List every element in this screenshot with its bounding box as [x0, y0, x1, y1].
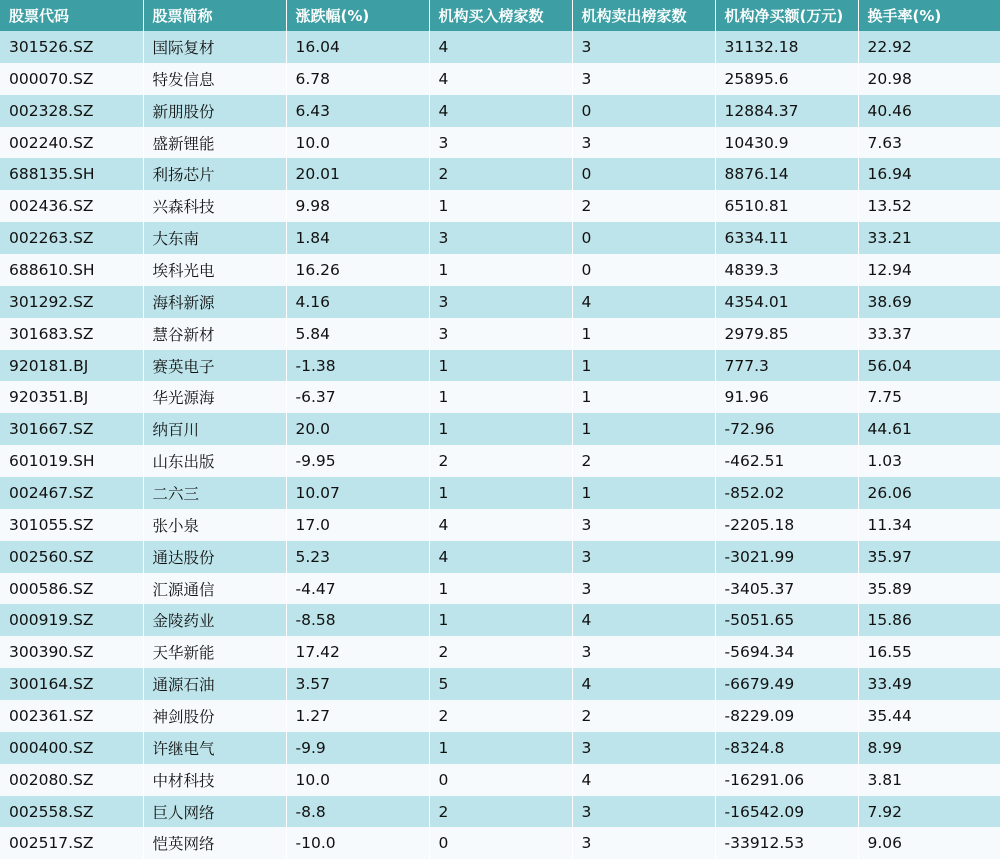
cell-turnover-rate: 22.92 — [867, 37, 912, 56]
cell-inst-buy-count: 2 — [429, 158, 572, 190]
cell-change-pct: 20.0 — [286, 413, 429, 445]
table-row — [0, 95, 1000, 127]
cell-inst-sell-count: 1 — [572, 413, 715, 445]
cell-stock-name: 华光源海 — [143, 381, 286, 413]
cell-inst-net-buy: 8876.14 — [715, 158, 858, 190]
cell-change-pct: 5.84 — [286, 318, 429, 350]
cell-inst-sell-count: 2 — [572, 700, 715, 732]
cell-inst-buy-count: 4 — [429, 63, 572, 95]
cell-inst-net-buy: -852.02 — [715, 477, 858, 509]
cell-inst-buy-count: 3 — [429, 318, 572, 350]
cell-turnover-rate: 33.49 — [867, 675, 912, 694]
cell-stock-name: 国际复材 — [143, 31, 286, 63]
header-change-pct: 涨跌幅(%) — [286, 0, 429, 31]
cell-stock-name: 恺英网络 — [143, 827, 286, 859]
cell-inst-sell-count: 3 — [572, 827, 715, 859]
table-row — [0, 732, 1000, 764]
table-row — [0, 509, 1000, 541]
cell-change-pct: 6.78 — [286, 63, 429, 95]
cell-change-pct: 17.42 — [286, 636, 429, 668]
cell-stock-name: 特发信息 — [143, 63, 286, 95]
header-stock-name: 股票简称 — [143, 0, 286, 31]
cell-stock-code: 301292.SZ — [0, 286, 143, 318]
cell-turnover-rate: 16.55 — [867, 643, 912, 662]
cell-turnover-rate: 20.98 — [867, 69, 912, 88]
cell-inst-net-buy: 777.3 — [715, 350, 858, 382]
table-row — [0, 318, 1000, 350]
table-row — [0, 477, 1000, 509]
cell-inst-net-buy: -2205.18 — [715, 509, 858, 541]
cell-inst-net-buy: 2979.85 — [715, 318, 858, 350]
header-inst-buy-count: 机构买入榜家数 — [429, 0, 572, 31]
cell-inst-net-buy: 4839.3 — [715, 254, 858, 286]
cell-stock-code: 002263.SZ — [0, 222, 143, 254]
cell-inst-buy-count: 1 — [429, 477, 572, 509]
cell-change-pct: 4.16 — [286, 286, 429, 318]
cell-turnover-rate: 44.61 — [867, 420, 912, 439]
cell-stock-name: 利扬芯片 — [143, 158, 286, 190]
cell-stock-name: 巨人网络 — [143, 796, 286, 828]
table-row — [0, 764, 1000, 796]
cell-change-pct: -9.95 — [286, 445, 429, 477]
cell-stock-code: 002080.SZ — [0, 764, 143, 796]
cell-inst-sell-count: 2 — [572, 445, 715, 477]
cell-inst-net-buy: 91.96 — [715, 381, 858, 413]
cell-turnover-rate: 56.04 — [867, 356, 912, 375]
cell-change-pct: -8.58 — [286, 604, 429, 636]
cell-turnover-rate: 13.52 — [867, 197, 912, 216]
cell-change-pct: 9.98 — [286, 190, 429, 222]
cell-inst-net-buy: -72.96 — [715, 413, 858, 445]
cell-turnover-rate: 35.44 — [867, 706, 912, 725]
cell-inst-sell-count: 2 — [572, 190, 715, 222]
table-row — [0, 158, 1000, 190]
cell-stock-name: 通达股份 — [143, 541, 286, 573]
cell-stock-name: 天华新能 — [143, 636, 286, 668]
cell-inst-buy-count: 5 — [429, 668, 572, 700]
cell-inst-sell-count: 3 — [572, 63, 715, 95]
cell-inst-buy-count: 1 — [429, 573, 572, 605]
table-row — [0, 445, 1000, 477]
cell-stock-code: 002328.SZ — [0, 95, 143, 127]
cell-change-pct: 3.57 — [286, 668, 429, 700]
table-row — [0, 190, 1000, 222]
cell-stock-name: 赛英电子 — [143, 350, 286, 382]
cell-inst-buy-count: 1 — [429, 413, 572, 445]
table-row — [0, 796, 1000, 828]
table-row — [0, 286, 1000, 318]
cell-stock-code: 002361.SZ — [0, 700, 143, 732]
cell-inst-buy-count: 1 — [429, 381, 572, 413]
cell-stock-name: 盛新锂能 — [143, 127, 286, 159]
cell-inst-buy-count: 4 — [429, 541, 572, 573]
cell-change-pct: -6.37 — [286, 381, 429, 413]
cell-stock-name: 金陵药业 — [143, 604, 286, 636]
cell-stock-name: 大东南 — [143, 222, 286, 254]
table-row — [0, 63, 1000, 95]
cell-inst-sell-count: 3 — [572, 541, 715, 573]
cell-inst-buy-count: 4 — [429, 509, 572, 541]
cell-turnover-rate: 3.81 — [867, 770, 903, 789]
cell-stock-code: 002467.SZ — [0, 477, 143, 509]
cell-change-pct: 5.23 — [286, 541, 429, 573]
header-inst-net-buy: 机构净买额(万元) — [715, 0, 858, 31]
cell-change-pct: 1.27 — [286, 700, 429, 732]
cell-stock-code: 688135.SH — [0, 158, 143, 190]
cell-inst-sell-count: 4 — [572, 668, 715, 700]
cell-change-pct: 20.01 — [286, 158, 429, 190]
table-row — [0, 573, 1000, 605]
cell-change-pct: 10.0 — [286, 764, 429, 796]
cell-stock-name: 通源石油 — [143, 668, 286, 700]
table-row — [0, 381, 1000, 413]
cell-turnover-rate: 35.97 — [867, 547, 912, 566]
cell-inst-sell-count: 1 — [572, 350, 715, 382]
cell-inst-buy-count: 1 — [429, 604, 572, 636]
cell-inst-buy-count: 3 — [429, 222, 572, 254]
cell-stock-name: 兴森科技 — [143, 190, 286, 222]
cell-stock-name: 神剑股份 — [143, 700, 286, 732]
cell-inst-sell-count: 0 — [572, 222, 715, 254]
cell-inst-buy-count: 1 — [429, 732, 572, 764]
cell-inst-net-buy: -8229.09 — [715, 700, 858, 732]
cell-inst-net-buy: -3405.37 — [715, 573, 858, 605]
cell-stock-code: 000586.SZ — [0, 573, 143, 605]
table-row — [0, 827, 1000, 859]
cell-stock-code: 002436.SZ — [0, 190, 143, 222]
cell-stock-code: 000919.SZ — [0, 604, 143, 636]
cell-turnover-rate: 33.37 — [867, 324, 912, 343]
header-inst-sell-count: 机构卖出榜家数 — [572, 0, 715, 31]
cell-inst-sell-count: 0 — [572, 254, 715, 286]
cell-stock-code: 002558.SZ — [0, 796, 143, 828]
cell-inst-buy-count: 0 — [429, 827, 572, 859]
cell-turnover-rate: 33.21 — [867, 229, 912, 248]
cell-stock-name: 海科新源 — [143, 286, 286, 318]
cell-stock-code: 688610.SH — [0, 254, 143, 286]
cell-inst-buy-count: 4 — [429, 95, 572, 127]
cell-inst-sell-count: 0 — [572, 158, 715, 190]
cell-inst-sell-count: 3 — [572, 732, 715, 764]
cell-inst-net-buy: -3021.99 — [715, 541, 858, 573]
cell-change-pct: 17.0 — [286, 509, 429, 541]
cell-stock-code: 002240.SZ — [0, 127, 143, 159]
cell-stock-name: 二六三 — [143, 477, 286, 509]
cell-turnover-rate: 7.63 — [867, 133, 903, 152]
cell-turnover-rate: 7.75 — [867, 388, 903, 407]
cell-inst-net-buy: -462.51 — [715, 445, 858, 477]
cell-inst-net-buy: 4354.01 — [715, 286, 858, 318]
table-row — [0, 541, 1000, 573]
cell-change-pct: 16.04 — [286, 31, 429, 63]
table-row — [0, 254, 1000, 286]
cell-inst-sell-count: 3 — [572, 127, 715, 159]
cell-inst-sell-count: 4 — [572, 286, 715, 318]
cell-inst-sell-count: 4 — [572, 604, 715, 636]
cell-inst-net-buy: 6510.81 — [715, 190, 858, 222]
cell-inst-buy-count: 3 — [429, 286, 572, 318]
cell-stock-code: 920181.BJ — [0, 350, 143, 382]
table-row — [0, 413, 1000, 445]
cell-stock-code: 002517.SZ — [0, 827, 143, 859]
cell-inst-buy-count: 2 — [429, 700, 572, 732]
table-row — [0, 700, 1000, 732]
cell-inst-net-buy: 10430.9 — [715, 127, 858, 159]
cell-stock-code: 002560.SZ — [0, 541, 143, 573]
cell-inst-sell-count: 1 — [572, 318, 715, 350]
cell-stock-name: 张小泉 — [143, 509, 286, 541]
header-row — [0, 0, 1000, 31]
cell-inst-sell-count: 1 — [572, 381, 715, 413]
cell-turnover-rate: 16.94 — [867, 165, 912, 184]
cell-stock-code: 300164.SZ — [0, 668, 143, 700]
table-row — [0, 127, 1000, 159]
cell-stock-code: 301667.SZ — [0, 413, 143, 445]
cell-change-pct: 10.0 — [286, 127, 429, 159]
cell-turnover-rate: 40.46 — [867, 101, 912, 120]
cell-stock-name: 纳百川 — [143, 413, 286, 445]
cell-inst-sell-count: 1 — [572, 477, 715, 509]
cell-stock-name: 新朋股份 — [143, 95, 286, 127]
cell-inst-net-buy: 25895.6 — [715, 63, 858, 95]
cell-stock-code: 000400.SZ — [0, 732, 143, 764]
cell-turnover-rate: 9.06 — [867, 834, 903, 853]
cell-inst-net-buy: 12884.37 — [715, 95, 858, 127]
cell-stock-code: 601019.SH — [0, 445, 143, 477]
cell-inst-buy-count: 2 — [429, 445, 572, 477]
cell-change-pct: 10.07 — [286, 477, 429, 509]
cell-inst-net-buy: -16542.09 — [715, 796, 858, 828]
cell-turnover-rate: 1.03 — [867, 452, 903, 471]
cell-stock-code: 300390.SZ — [0, 636, 143, 668]
cell-stock-code: 301683.SZ — [0, 318, 143, 350]
cell-inst-net-buy: -6679.49 — [715, 668, 858, 700]
cell-stock-code: 301055.SZ — [0, 509, 143, 541]
cell-change-pct: -8.8 — [286, 796, 429, 828]
table-row — [0, 668, 1000, 700]
cell-stock-code: 301526.SZ — [0, 31, 143, 63]
cell-inst-buy-count: 3 — [429, 127, 572, 159]
cell-turnover-rate: 26.06 — [867, 483, 912, 502]
cell-stock-name: 许继电气 — [143, 732, 286, 764]
cell-turnover-rate: 7.92 — [867, 802, 903, 821]
cell-inst-buy-count: 1 — [429, 254, 572, 286]
cell-change-pct: 1.84 — [286, 222, 429, 254]
cell-turnover-rate: 11.34 — [867, 515, 912, 534]
cell-inst-buy-count: 4 — [429, 31, 572, 63]
cell-inst-buy-count: 0 — [429, 764, 572, 796]
cell-inst-sell-count: 3 — [572, 31, 715, 63]
cell-inst-net-buy: -33912.53 — [715, 827, 858, 859]
cell-stock-name: 慧谷新材 — [143, 318, 286, 350]
cell-turnover-rate: 35.89 — [867, 579, 912, 598]
cell-change-pct: -1.38 — [286, 350, 429, 382]
cell-turnover-rate: 12.94 — [867, 260, 912, 279]
cell-stock-name: 汇源通信 — [143, 573, 286, 605]
cell-inst-sell-count: 3 — [572, 573, 715, 605]
table-row — [0, 222, 1000, 254]
table-row — [0, 350, 1000, 382]
table-row — [0, 636, 1000, 668]
cell-stock-code: 000070.SZ — [0, 63, 143, 95]
cell-change-pct: -9.9 — [286, 732, 429, 764]
table-row — [0, 604, 1000, 636]
cell-stock-name: 山东出版 — [143, 445, 286, 477]
cell-inst-net-buy: -16291.06 — [715, 764, 858, 796]
table-row — [0, 31, 1000, 63]
cell-inst-sell-count: 3 — [572, 636, 715, 668]
cell-inst-net-buy: -5051.65 — [715, 604, 858, 636]
cell-inst-sell-count: 4 — [572, 764, 715, 796]
cell-inst-buy-count: 1 — [429, 190, 572, 222]
cell-turnover-rate: 38.69 — [867, 292, 912, 311]
cell-inst-net-buy: 6334.11 — [715, 222, 858, 254]
cell-inst-sell-count: 0 — [572, 95, 715, 127]
table-body — [0, 31, 1000, 859]
cell-change-pct: -4.47 — [286, 573, 429, 605]
cell-inst-net-buy: -5694.34 — [715, 636, 858, 668]
cell-turnover-rate: 15.86 — [867, 611, 912, 630]
cell-inst-buy-count: 2 — [429, 796, 572, 828]
cell-inst-buy-count: 2 — [429, 636, 572, 668]
header-stock-code: 股票代码 — [0, 0, 143, 31]
cell-stock-name: 中材科技 — [143, 764, 286, 796]
cell-stock-name: 埃科光电 — [143, 254, 286, 286]
cell-stock-code: 920351.BJ — [0, 381, 143, 413]
header-turnover-rate: 换手率(%) — [867, 7, 942, 25]
cell-turnover-rate: 8.99 — [867, 738, 903, 757]
cell-inst-net-buy: -8324.8 — [715, 732, 858, 764]
cell-change-pct: 6.43 — [286, 95, 429, 127]
cell-inst-buy-count: 1 — [429, 350, 572, 382]
cell-inst-sell-count: 3 — [572, 796, 715, 828]
cell-change-pct: 16.26 — [286, 254, 429, 286]
cell-change-pct: -10.0 — [286, 827, 429, 859]
cell-inst-sell-count: 3 — [572, 509, 715, 541]
cell-inst-net-buy: 31132.18 — [715, 31, 858, 63]
table-header — [0, 0, 1000, 31]
